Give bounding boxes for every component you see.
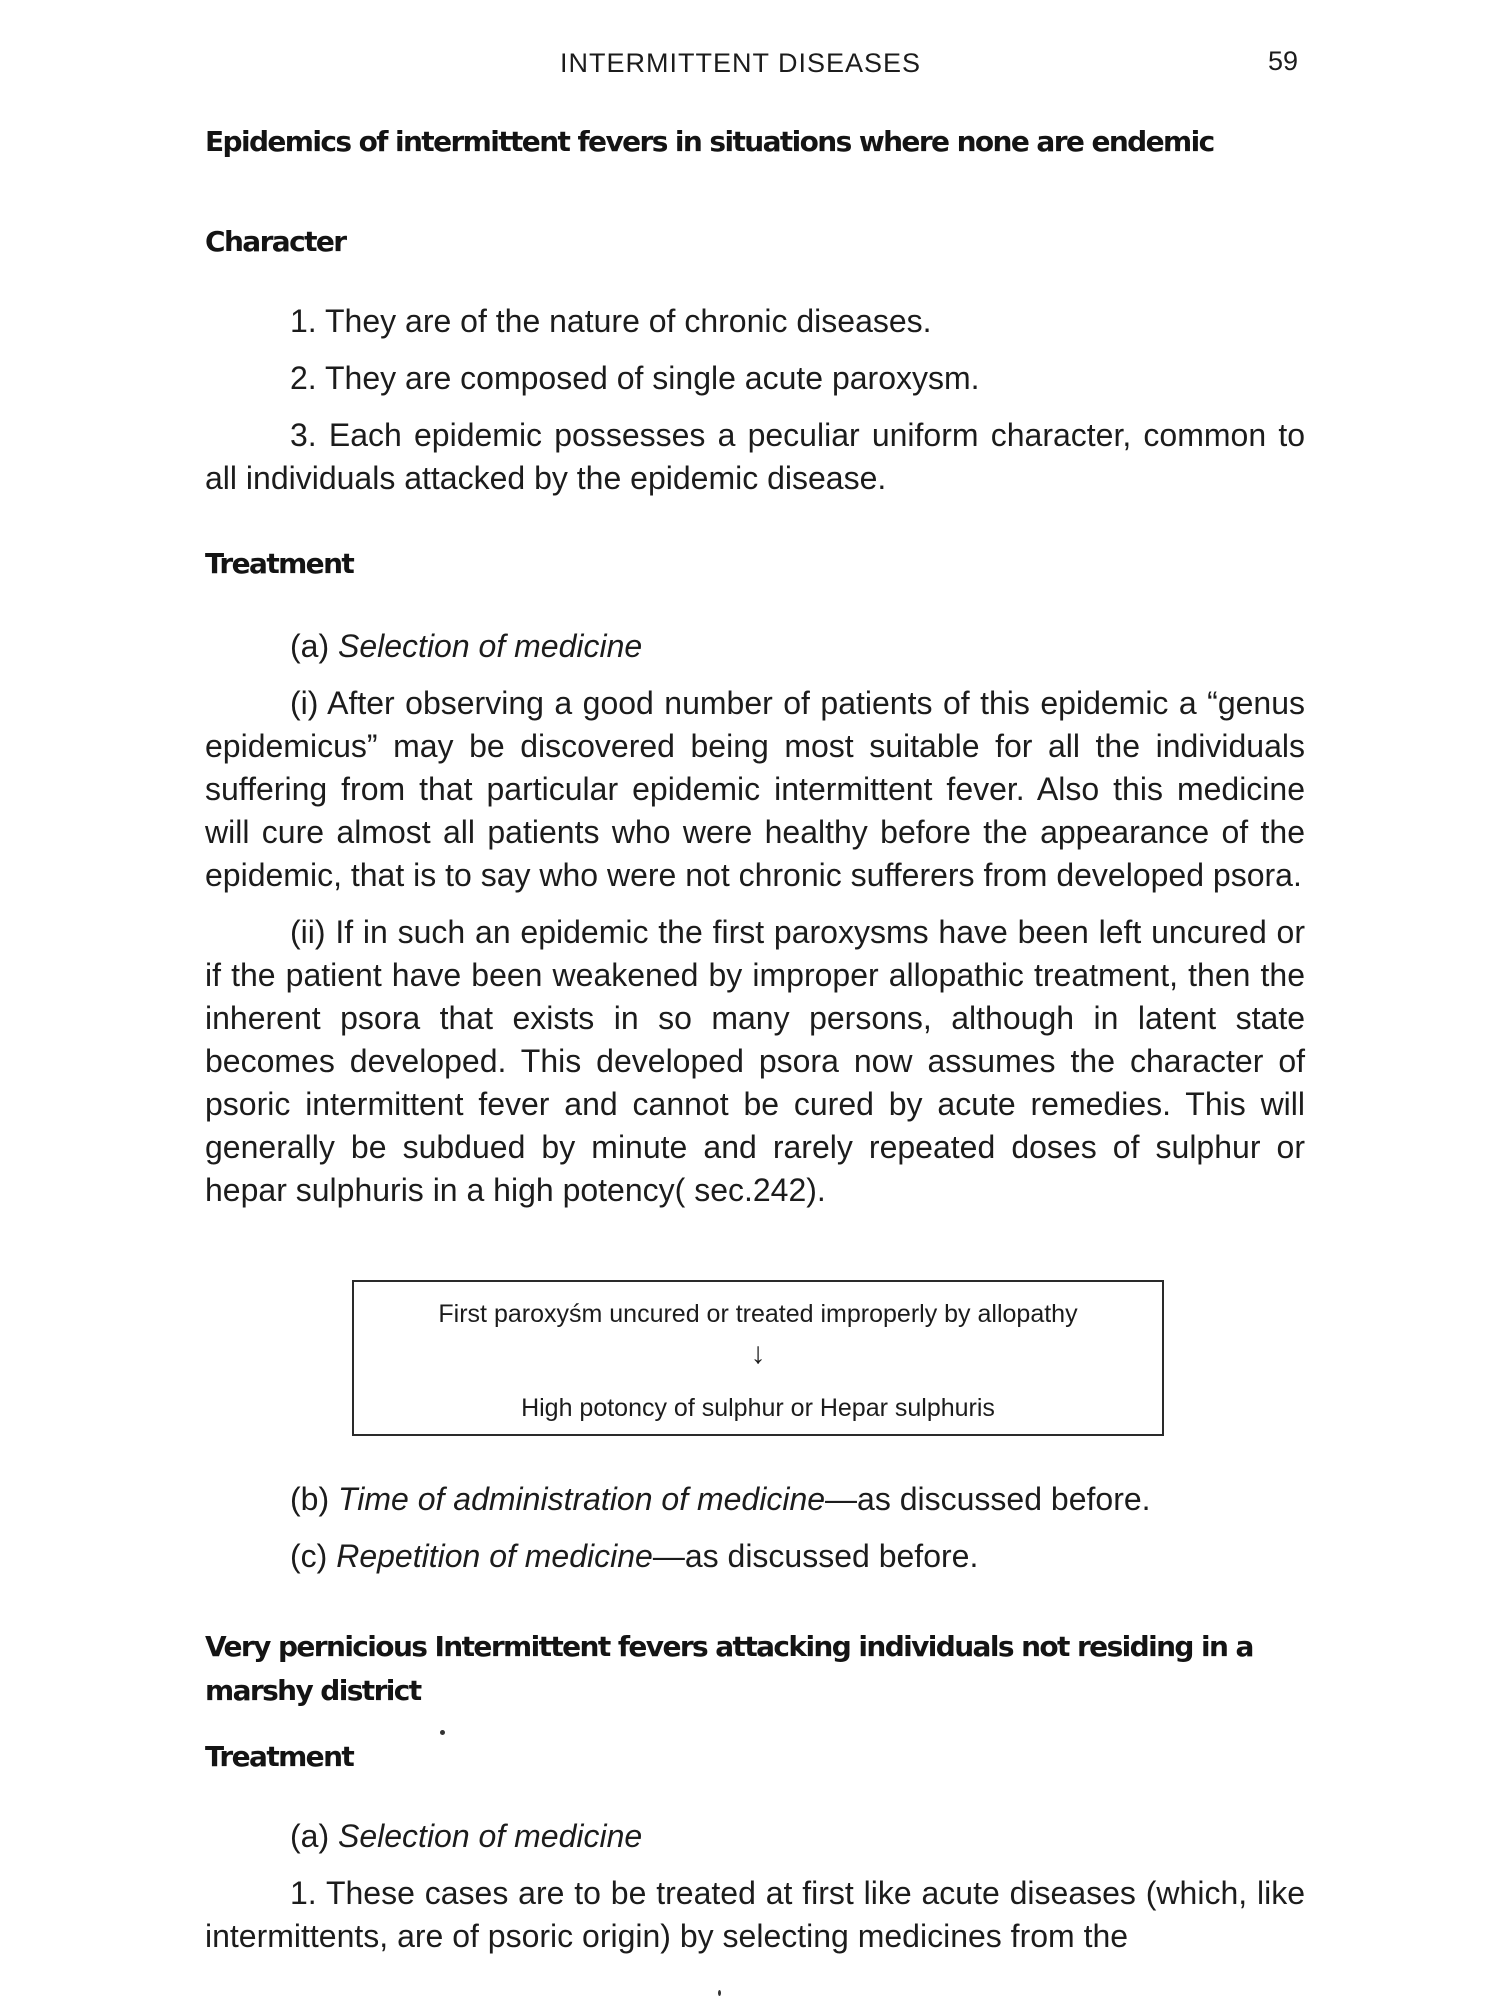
character-item: 1. They are of the nature of chronic diseases. [290, 303, 932, 339]
ink-speck [718, 1990, 721, 1996]
selection-label: (a) [290, 628, 330, 664]
administration-list [205, 1478, 1305, 1592]
flowchart-step-2: High potoncy of sulphur or Hepar sulphuris [521, 1394, 995, 1422]
selection-line [205, 625, 1305, 668]
selection-title: Selection of medicine [338, 628, 643, 664]
subheading-character: Character [205, 225, 346, 258]
time-line [205, 1478, 1305, 1521]
flowchart-box [352, 1280, 1164, 1436]
paragraph-i: (i) After observing a good number of patients of this epidemic a “genus epidemicus” may be discovered being most suitable for all the individuals suffering from that particular epidemic intermittent fever. Also this medicine will cure almost all patients who were healthy before the appearance of the epidemic, that is to say who were not chronic sufferers from developed psora. [205, 685, 1305, 893]
section-heading-epidemics: Epidemics of intermittent fevers in situations where none are endemic [205, 125, 1214, 158]
page-number: 59 [1268, 46, 1299, 76]
flowchart-step-1: First paroxyśm uncured or treated improperly by allopathy [438, 1300, 1078, 1328]
repetition-line [205, 1535, 1305, 1578]
subheading-treatment: Treatment [205, 547, 354, 580]
selection-line-2 [205, 1815, 1305, 1858]
repetition-rest: —as discussed before. [652, 1538, 979, 1574]
character-list [205, 300, 1305, 514]
character-item: 2. They are composed of single acute paroxysm. [290, 360, 980, 396]
time-title: Time of administration of medicine [338, 1481, 826, 1517]
subheading-treatment-2: Treatment [205, 1740, 354, 1773]
section-heading-pernicious: Very pernicious Intermittent fevers attacking individuals not residing in a marshy district [205, 1630, 1253, 1707]
selection-label-2: (a) [290, 1818, 330, 1854]
repetition-label: (c) [290, 1538, 328, 1574]
paragraph-1: 1. These cases are to be treated at first like acute diseases (which, like intermittents, are of psoric origin) by selecting medicines from the [205, 1875, 1305, 1954]
treatment-body-2 [205, 1815, 1305, 1972]
ink-speck [440, 1730, 445, 1735]
character-item: 3. Each epidemic possesses a peculiar uniform character, common to all individuals attacked by the epidemic disease. [205, 417, 1305, 496]
running-title: INTERMITTENT DISEASES [560, 48, 922, 78]
time-label: (b) [290, 1481, 330, 1517]
down-arrow-icon: ↓ [750, 1337, 766, 1370]
treatment-body [205, 625, 1305, 1226]
repetition-title: Repetition of medicine [336, 1538, 653, 1574]
time-rest: —as discussed before. [825, 1481, 1151, 1517]
paragraph-ii: (ii) If in such an epidemic the first paroxysms have been left uncured or if the patient have been weakened by improper allopathic treatment, then the inherent psora that exists in so many persons, although in latent state becomes developed. This developed psora now assumes the character of psoric intermittent fever and cannot be cured by acute remedies. This will generally be subdued by minute and rarely repeated doses of sulphur or hepar sulphuris in a high potency( sec.242). [205, 914, 1305, 1208]
selection-title-2: Selection of medicine [338, 1818, 643, 1854]
